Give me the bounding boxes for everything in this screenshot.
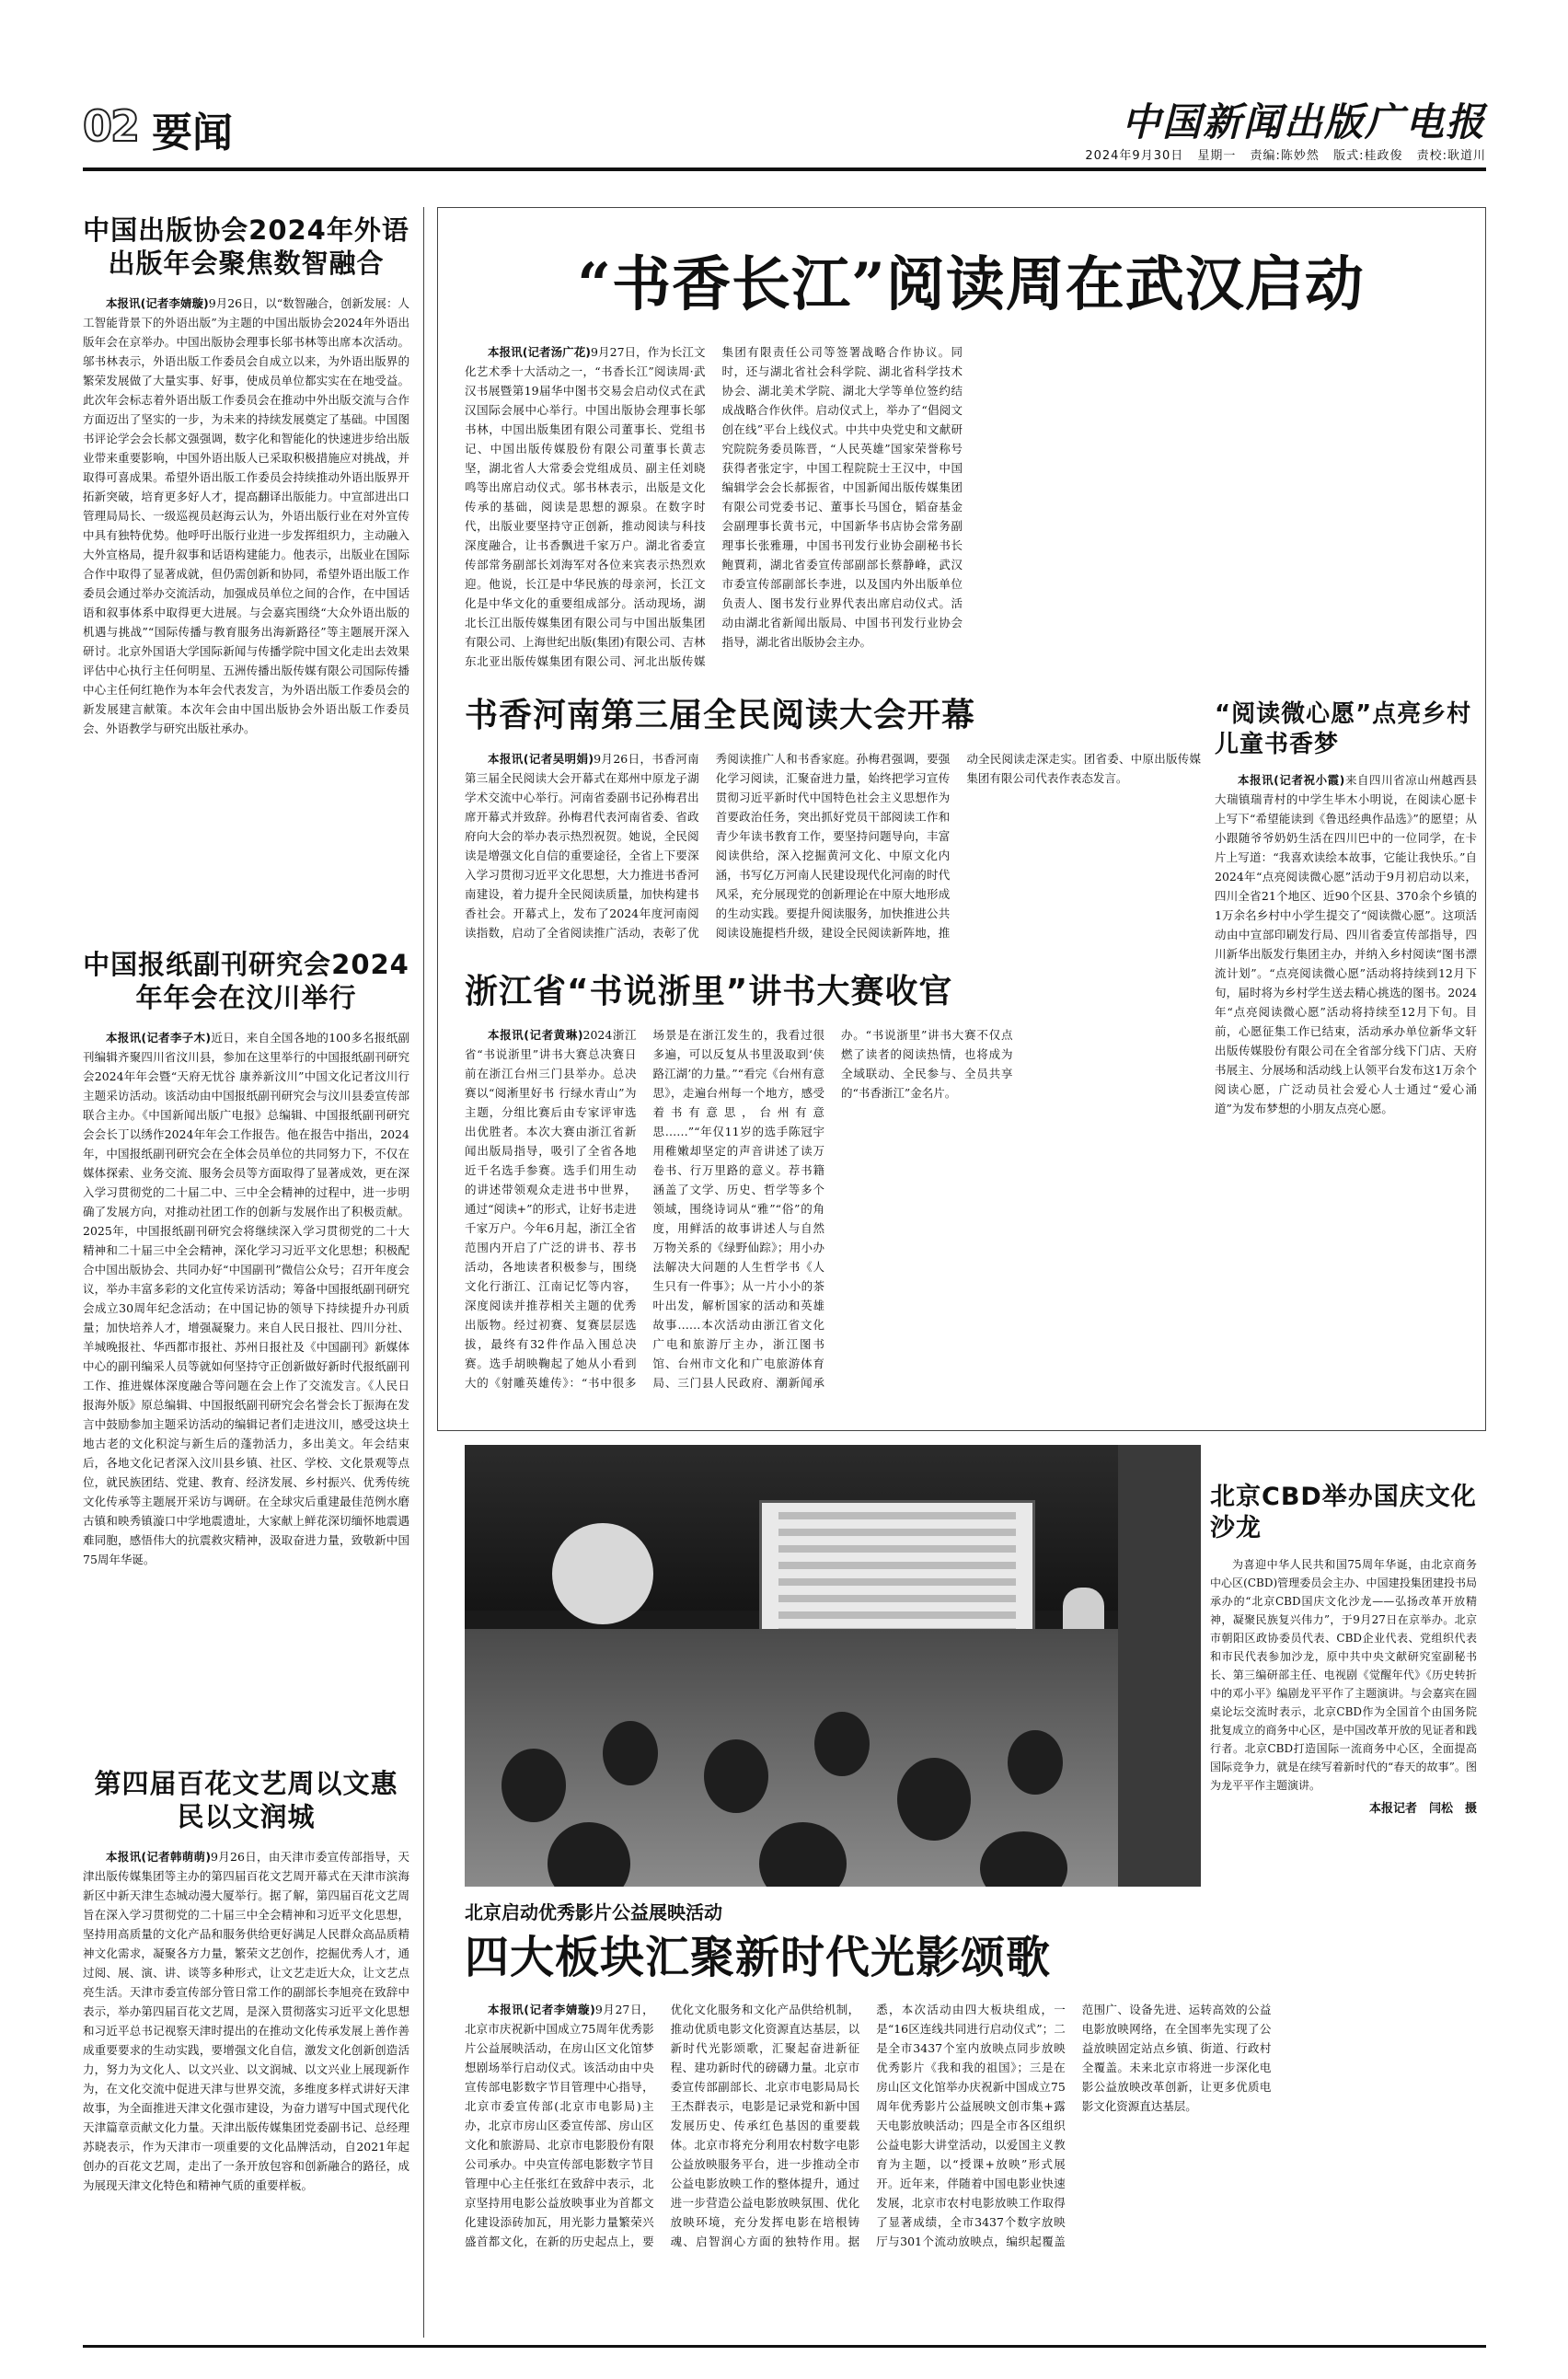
lead-story bbox=[465, 248, 1477, 674]
story-newspaper-supplement bbox=[83, 948, 409, 1819]
story-headline: 浙江省“书说浙里”讲书大赛收官 bbox=[465, 973, 953, 1010]
story-henan-reading bbox=[465, 695, 1201, 947]
story-baihua-art-week bbox=[83, 1767, 409, 2316]
issue-line bbox=[1076, 145, 1486, 163]
caption-headline: 北京CBD举办国庆文化沙龙 bbox=[1210, 1483, 1477, 1542]
story-headline: 书香河南第三届全民阅读大会开幕 bbox=[465, 697, 976, 734]
proofreader-credit: 责校:耿道川 bbox=[1416, 149, 1486, 163]
photo-caption bbox=[1210, 1482, 1477, 1816]
story-headline: 中国报纸副刊研究会2024年年会在汶川举行 bbox=[83, 949, 409, 1014]
page-number: 02 bbox=[83, 101, 139, 151]
story-foreign-language-publishing bbox=[83, 214, 409, 965]
story-film-screening bbox=[465, 1898, 1477, 2267]
story-body: 本报讯(记者吴明娟)9月26日，书香河南第三届全民阅读大会开幕式在郑州中原龙子湖学术交流中心举行。河南省委副书记孙梅君出席开幕式并致辞。孙梅君代表河南省委、省政府向大会的举办表示热烈祝贺。她说，全民阅读是增强文化自信的重要途径，全省上下要深入学习贯彻习近平文化思想，大力推进书香河南建设，着力提升全民阅读质量，加快构建书香社会。开幕式上，发布了2024年度河南阅读指数，启动了全省阅读推广活动，表彰了优秀阅读推广人和书香家庭。孙梅君强调，要强化学习阅读，汇聚奋进力量，始终把学习宣传贯彻习近平新时代中国特色社会主义思想作为首要政治任务，突出抓好党员干部阅读工作和青少年读书教育工作，要坚持问题导向，丰富阅读供给，深入挖掘黄河文化、中原文化内涵，书写亿万河南人民建设现代化河南的时代风采，充分展现党的创新理论在中原大地形成的生动实践。要提升阅读服务，加快推进公共阅读设施提档升级，建设全民阅读新阵地，推动全民阅读走深走实。团省委、中原出版传媒集团有限公司代表作表态发言。 bbox=[465, 752, 1201, 940]
column-divider bbox=[423, 207, 424, 2338]
top-rule bbox=[83, 167, 1486, 171]
section-title: 要闻 bbox=[152, 110, 233, 156]
editor-credit: 责编:陈妙然 bbox=[1250, 149, 1320, 163]
story-headline: “阅读微心愿”点亮乡村儿童书香梦 bbox=[1215, 700, 1472, 758]
bottom-rule bbox=[83, 2345, 1486, 2348]
lead-headline: “书香长江”阅读周在武汉启动 bbox=[577, 250, 1365, 319]
lead-body: 本报讯(记者汤广花)9月27日，作为长江文化艺术季十大活动之一，“书香长江”阅读周·武汉书展暨第19届华中图书交易会启动仪式在武汉国际会展中心举行。中国出版协会理事长邬书林，中国出版集团有限公司董事长、党组书记、中国出版传媒股份有限公司董事长黄志坚，湖北省人大常委会党组成员、副主任刘晓鸣等出席启动仪式。邬书林表示，出版是文化传承的基础，阅读是思想的源泉。在数字时代，出版业要坚持守正创新，推动阅读与科技深度融合，让书香飘进千家万户。湖北省委宣传部常务副部长刘海军对各位来宾表示热烈欢迎。他说，长江是中华民族的母亲河，长江文化是中华文化的重要组成部分。活动现场，湖北长江出版传媒集团有限公司与中国出版集团有限公司、上海世纪出版(集团)有限公司、吉林东北亚出版传媒集团有限公司、河北出版传媒集团有限责任公司等签署战略合作协议。同时，还与湖北省社会科学院、湖北省科学技术协会、湖北美术学院、湖北大学等单位签约结成战略合作伙伴。启动仪式上，举办了“倡阅文创在线”平台上线仪式。中共中央党史和文献研究院院务委员陈晋，“人民英雄”国家荣誉称号获得者张定宇，中国工程院院士王汉中，中国编辑学会会长郝振省，中国新闻出版传媒集团有限公司党委书记、董事长马国仓，韬奋基金会副理事长黄书元，中国新华书店协会常务副理事长张雅珊，中国书刊发行业协会副秘书长鲍賈莉，湖北省委宣传部副部长蔡静峰，武汉市委宣传部副部长李进，以及国内外出版单位负责人、图书发行业界代表出席启动仪式。活动由湖北省新闻出版局、中国书刊发行业协会指导，湖北省出版协会主办。 bbox=[465, 345, 963, 668]
layout-credit: 版式:桂政俊 bbox=[1333, 149, 1403, 163]
story-headline: 第四届百花文艺周以文惠民以文润城 bbox=[94, 1768, 398, 1833]
masthead bbox=[83, 92, 1486, 170]
story-headline: 中国出版协会2024年外语出版年会聚焦数智融合 bbox=[83, 214, 409, 280]
caption-body: 为喜迎中华人民共和国75周年华诞，由北京商务中心区(CBD)管理委员会主办、中国建投集团建投书局承办的“北京CBD国庆文化沙龙——弘扬改革开放精神，凝聚民族复兴伟力”，于9月27日在京举办。北京市朝阳区政协委员代表、CBD企业代表、党组织代表和市民代表参加沙龙，原中共中央文献研究室副秘书长、第三编研部主任、电视剧《觉醒年代》《历史转折中的邓小平》编剧龙平平作了主题演讲。与会嘉宾在圆桌论坛交流时表示，北京CBD作为全国首个由国务院批复成立的商务中心区，是中国改革开放的见证者和践行者。北京CBD打造国际一流商务中心区，全面提高国际竞争力，就是在续写着新时代的“春天的故事”。图为龙平平作主题演讲。 bbox=[1210, 1557, 1477, 1792]
issue-date: 2024年9月30日 bbox=[1085, 149, 1184, 163]
story-body: 本报讯(记者李婧璇)9月26日，以“数智融合，创新发展：人工智能背景下的外语出版”为主题的中国出版协会2024年外语出版年会在京举办。中国出版协会理事长邬书林等出席本次活动。邬书林表示，外语出版工作委员会自成立以来，为外语出版界的繁荣发展做了大量实事、好事，使成员单位都实实在在地受益。此次年会标志着外语出版工作委员会在推动中外出版交流与合作方面迈出了坚实的一步，为未来的持续发展奠定了基础。中国图书评论学会会长郝文强强调，数字化和智能化的快速进步给出版业带来重要影响，中国外语出版人已采取积极措施应对挑战，并取得可喜成果。希望外语出版工作委员会持续推动外语出版界开拓新突破，培育更多好人才，提高翻译出版能力。中宣部进出口管理局局长、一级巡视员赵海云认为，外语出版行业在对外宣传中具有独特优势。他呼吁出版行业进一步发挥组织力，主动融入大外宣格局，提升叙事和话语构建能力。他表示，出版业在国际合作中取得了显著成就，但仍需创新和协同，希望外语出版工作委员会通过举办交流活动，加强成员单位之间的合作，在中国话语和叙事体系中取得更大进展。与会嘉宾围绕“大众外语出版的机遇与挑战”“国际传播与教育服务出海新路径”等主题展开深入研讨。北京外国语大学国际新闻与传播学院中国文化走出去效果评估中心执行主任何明星、五洲传播出版传媒有限公司国际传播中心主任何红艳作为本年会代表发言，为外语出版工作委员会的新发展建言献策。本次年会由中国出版协会外语出版工作委员会、外语教学与研究出版社承办。 bbox=[83, 295, 409, 735]
paper-logo: 中国新闻出版广电报 bbox=[1121, 99, 1486, 144]
story-body: 本报讯(记者韩萌萌)9月26日，由天津市委宣传部指导，天津出版传媒集团等主办的第四届百花文艺周开幕式在天津市滨海新区中新天津生态城动漫大厦举行。据了解，第四届百花文艺周旨在深入学习贯彻党的二十届三中全会精神和习近平文化思想，坚持用高质量的文化产品和服务供给更好满足人民群众高品质精神文化需求，凝聚各方力量，繁荣文艺创作，挖掘优秀人才，通过阅、展、演、讲、谈等多种形式，让文艺走近大众，让文艺点亮生活。天津市委宣传部分管日常工作的副部长李旭亮在致辞中表示，举办第四届百花文艺周，是深入贯彻落实习近平文化思想和习近平总书记视察天津时提出的在推动文化传承发展上善作善成重要要求的生动实践，要增强文化自信，激发文化创新创造活力，努力为文化人、以文兴业、以文润城、以文兴业上展现新作为，在文化交流中促进天津与世界交流，多维度多样式讲好天津故事，为全面推进天津文化强市建设，为奋力谱写中国式现代化天津篇章贡献文化力量。天津出版传媒集团党委副书记、总经理苏晓表示，作为天津市一项重要的文化品牌活动，自2021年起创办的百花文艺周，走出了一条开放包容和创新融合的路径，成为展现天津文化特色和精神气质的重要样板。 bbox=[83, 1849, 409, 2192]
story-body: 本报讯(记者李子木)近日，来自全国各地的100多名报纸副刊编辑齐聚四川省汶川县，参加在这里举行的中国报纸副刊研究会2024年年会暨“天府无忧谷 康养新汶川”中国文化记者汶川行主题采访活动。该活动由中国报纸副刊研究会与汶川县委宣传部联合主办。《中国新闻出版广电报》总编辑、中国报纸副刊研究会会长丁以绣作2024年年会工作报告。他在报告中指出，2024年，中国报纸副刊研究会在全体会员单位的共同努力下，不仅在媒体探索、业务交流、服务会员等方面取得了显著成效，更在深入学习贯彻党的二十届二中、三中全会精神的过程中，进一步明确了发展方向，对推动社团工作的创新与发展作出了积极贡献。2025年，中国报纸副刊研究会将继续深入学习贯彻党的二十大精神和二十届三中全会精神，深化学习习近平文化思想；积极配合中国出版协会、共同办好“中国副刊”微信公众号；召开年度会议，举办丰富多彩的文化宣传采访活动；筹备中国报纸副刊研究会成立30周年纪念活动；在中国记协的领导下持续提升办刊质量；加快培养人才，增强凝聚力。来自人民日报社、四川分社、羊城晚报社、华西都市报社、苏州日报社及《中国副刊》新媒体中心的副刊编采人员等就如何坚持守正创新做好新时代报纸副刊工作、推进媒体深度融合等问题在会上作了交流发言。《人民日报海外版》原总编辑、中国报纸副刊研究会名誉会长丁振海在发言中鼓励参加主题采访活动的编辑记者们走进汶川，感受这块土地古老的文化积淀与新生后的蓬勃活力，多出美文。年会结束后，各地文化记者深入汶川县乡镇、社区、学校、文化景观等点位，就民族团结、党建、教育、经济发展、乡村振兴、优秀传统文化传承等主题展开采访与调研。在全球灾后重建最佳范例水磨古镇和映秀镇漩口中学地震遗址，大家献上鲜花深切缅怀地震遇难同胞，感悟伟大的抗震救灾精神，汲取奋进力量，致敬新中国75周年华诞。 bbox=[83, 1030, 409, 1566]
event-photo bbox=[465, 1445, 1201, 1887]
story-kicker: 北京启动优秀影片公益展映活动 bbox=[465, 1901, 722, 1923]
story-zhejiang-book-talk bbox=[465, 971, 1201, 1393]
story-headline: 四大板块汇聚新时代光影颂歌 bbox=[465, 1932, 1052, 1983]
story-body: 本报讯(记者祝小霞)来自四川省凉山州越西县大瑞镇瑞青村的中学生毕木小明说，在阅读心愿卡上写下“希望能读到《鲁迅经典作品选》”的愿望；从小跟随爷爷奶奶生活在四川巴中的一位同学，在卡片上写道：“我喜欢读绘本故事，它能让我快乐。”自2024年“点亮阅读微心愿”活动于9月初启动以来，四川全省21个地区、近90个区县、370余个乡镇的1万余名乡村中小学生提交了“阅读微心愿”。这项活动由中宣部印刷发行局、四川省委宣传部指导，四川新华出版发行集团主办，并纳入乡村阅读“图书漂流计划”。“点亮阅读微心愿”活动将持续到12月下旬，届时将为乡村学生送去精心挑选的图书。2024年“点亮阅读微心愿”活动将持续至12月下旬。目前，心愿征集工作已结束，活动承办单位新华文轩出版传媒股份有限公司在全省部分线下门店、天府书展主、分展场和活动线上认领平台发布这1万余个阅读心愿，广泛动员社会爱心人士通过“爱心涌道”为发布梦想的小朋友点亮心愿。 bbox=[1215, 773, 1477, 1115]
story-reading-wishes bbox=[1215, 699, 1477, 1401]
story-body: 本报讯(记者黄琳)2024浙江省“书说浙里”讲书大赛总决赛日前在浙江台州三门县举办。总决赛以“阅淅里好书 行绿水青山”为主题，分组比赛后由专家评审选出优胜者。本次大赛由浙江省新闻出版局指导，吸引了全省各地近千名选手参赛。选手们用生动的讲述带领观众走进书中世界，通过“阅读+”的形式，让好书走进千家万户。今年6月起，浙江全省范围内开启了广泛的讲书、荐书活动，各地读者积极参与，围绕文化行浙江、江南记忆等内容，深度阅读并推荐相关主题的优秀出版物。经过初赛、复赛层层选拔，最终有32件作品入围总决赛。选手胡映鞠起了她从小看到大的《射雕英雄传》：“书中很多场景是在浙江发生的，我看过很多遍，可以反复从书里汲取到‘侠路江湖’的力量。”“看完《台州有意思》，走遍台州每一个地方，感受着书有意思，台州有意思……”“年仅11岁的选手陈冠宇用稚嫩却坚定的声音讲述了读万卷书、行万里路的意义。荐书籍涵盖了文学、历史、哲学等多个领域，围绕诗词从“雅”“俗”的角度，用鲜活的故事讲述人与自然万物关系的《绿野仙踪》；用小办法解决大问题的人生哲学书《人生只有一件事》；从一片小小的茶叶出发，解析国家的活动和英雄故事……本次活动由浙江省文化广电和旅游厅主办，浙江图书馆、台州市文化和广电旅游体育局、三门县人民政府、潮新闻承办。“书说浙里”讲书大赛不仅点燃了读者的阅读热情，也将成为全域联动、全民参与、全员共享的“书香浙江”金名片。 bbox=[465, 1028, 1013, 1390]
photo-byline: 本报记者 闫松 摄 bbox=[1368, 1801, 1477, 1816]
story-body: 本报讯(记者李婧璇)9月27日，北京市庆祝新中国成立75周年优秀影片公益展映活动，在房山区文化馆梦想剧场举行启动仪式。该活动由中央宣传部电影数字节目管理中心指导，北京市委宣传部(北京市电影局)主办，北京市房山区委宣传部、房山区文化和旅游局、北京市电影股份有限公司承办。中央宣传部电影数字节目管理中心主任张红在致辞中表示，北京坚持用电影公益放映事业为首都文化建设添砖加瓦，用光影力量繁荣兴盛首都文化，在新的历史起点上，要优化文化服务和文化产品供给机制，推动优质电影文化资源直达基层，以新时代光影颂歌，汇聚起奋进新征程、建功新时代的磅礴力量。北京市委宣传部副部长、北京市电影局局长王杰群表示，电影是记录党和新中国发展历史、传承红色基因的重要载体。北京市将充分利用农村数字电影公益放映服务平台，进一步推动全市公益电影放映工作的整体提升，通过进一步营造公益电影放映氛围、优化放映环境，充分发挥电影在培根铸魂、启智润心方面的独特作用。据悉，本次活动由四大板块组成，一是“16区连线共同进行启动仪式”；二是全市3437个室内放映点同步放映优秀影片《我和我的祖国》；三是在房山区文化馆举办庆祝新中国成立75周年优秀影片公益展映文创市集+露天电影放映活动；四是全市各区组织公益电影大讲堂活动，以爱国主义教育为主题，以“授课+放映”形式展开。近年来，伴随着中国电影业快速发展，北京市农村电影放映工作取得了显著成绩，全市3437个数字放映厅与301个流动放映点，编织起覆盖范围广、设备先进、运转高效的公益电影放映网络，在全国率先实现了公益放映固定站点乡镇、街道、行政村全覆盖。未来北京市将进一步深化电影公益放映改革创新，让更多优质电影文化资源直达基层。 bbox=[465, 2003, 1272, 2248]
issue-weekday: 星期一 bbox=[1197, 149, 1237, 163]
